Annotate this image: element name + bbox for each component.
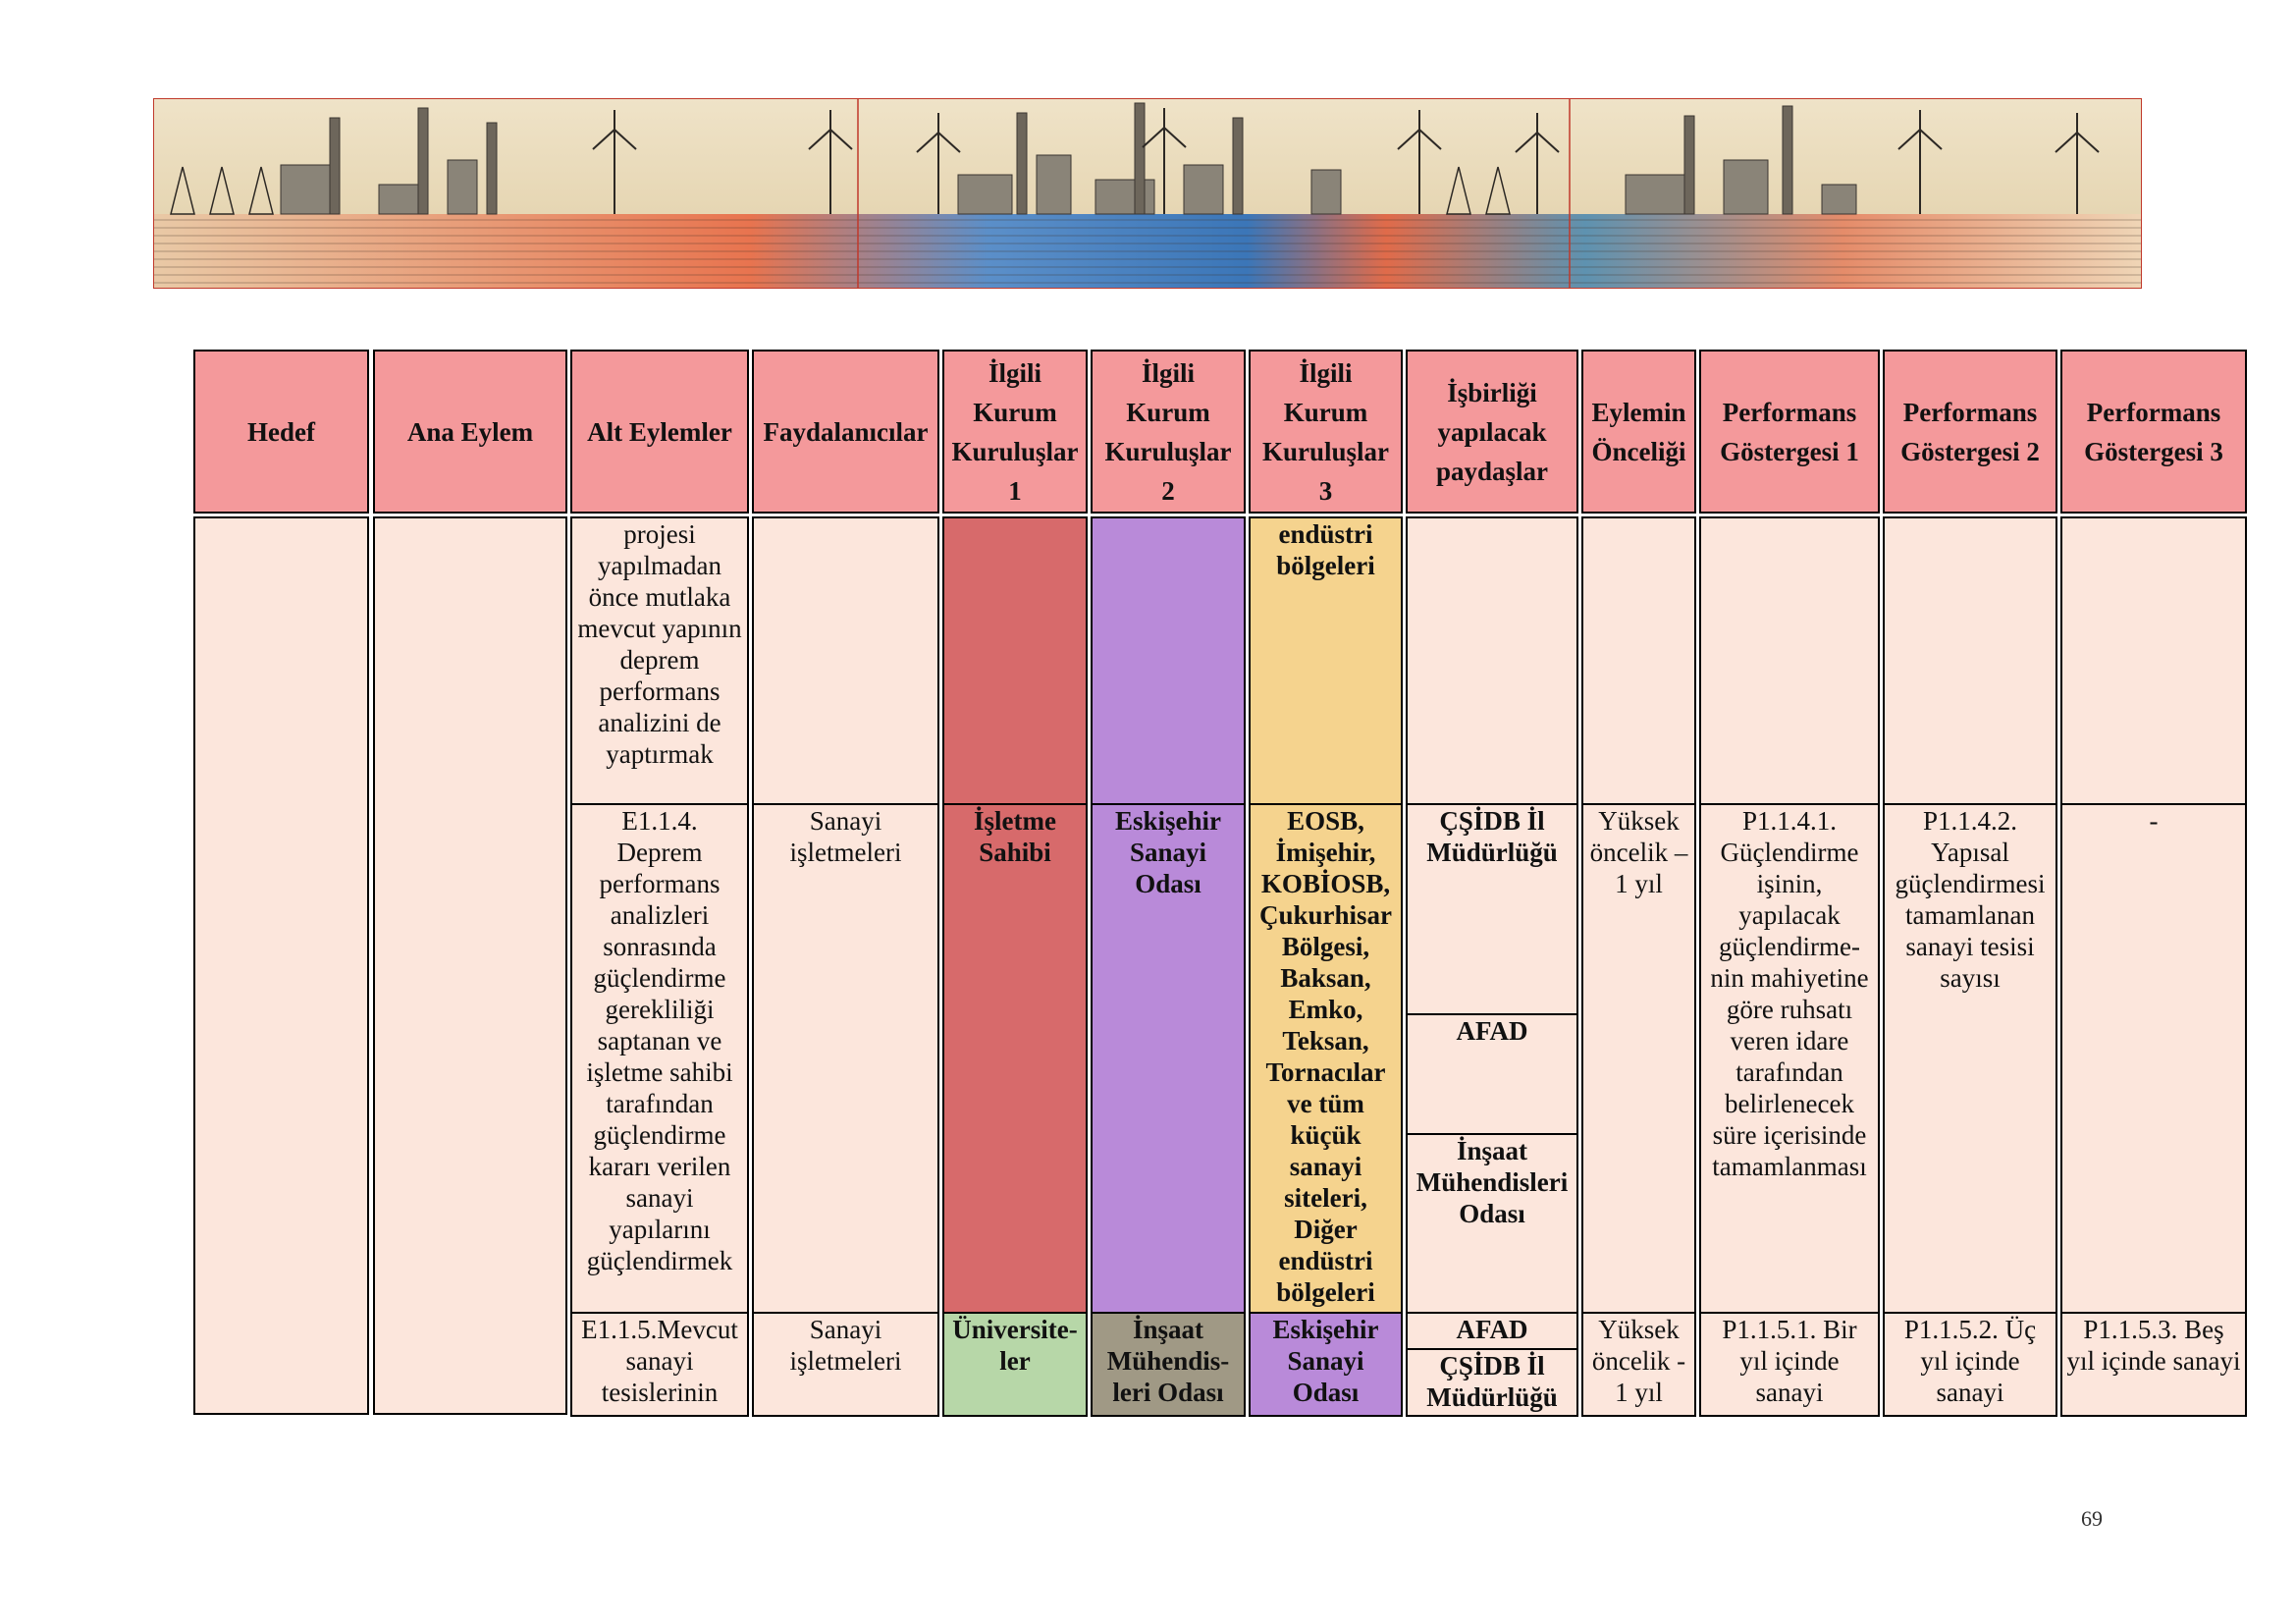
header-isbirligi: İşbirliği yapılacak paydaşlar	[1406, 350, 1578, 514]
row-c-kurum-3: Eskişehir Sanayi Odası	[1249, 1312, 1403, 1417]
row-a-alt-eylem: projesi yapılmadan önce mutlaka mevcut yapının deprem performans analizini de yaptırmak	[570, 516, 749, 805]
row-b-faydalanicilar: Sanayi işletmeleri	[752, 803, 939, 1314]
header-pg3: Performans Göstergesi 3	[2060, 350, 2247, 514]
row-a-pg3	[2060, 516, 2247, 805]
row-c-oncelik: Yüksek öncelik - 1 yıl	[1581, 1312, 1696, 1417]
row-a-oncelik	[1581, 516, 1696, 805]
row-c-kurum-1: Üniversite-ler	[942, 1312, 1088, 1417]
header-alt-eylemler: Alt Eylemler	[570, 350, 749, 514]
header-kurum-3: İlgili Kurum Kuruluşlar 3	[1249, 350, 1403, 514]
row-a-kurum-2	[1091, 516, 1246, 805]
header-hedef: Hedef	[193, 350, 369, 514]
row-c-pg2: P1.1.5.2. Üç yıl içinde sanayi	[1883, 1312, 2057, 1417]
row-c-faydalanicilar: Sanayi işletmeleri	[752, 1312, 939, 1417]
row-a-pg1	[1699, 516, 1880, 805]
header-pg2: Performans Göstergesi 2	[1883, 350, 2057, 514]
header-kurum-1: İlgili Kurum Kuruluşlar 1	[942, 350, 1088, 514]
banner-illustration	[153, 98, 2142, 289]
action-plan-table	[193, 350, 2249, 1417]
row-c-pg3: P1.1.5.3. Beş yıl içinde sanayi	[2060, 1312, 2247, 1417]
row-a-pg2	[1883, 516, 2057, 805]
header-ana-eylem: Ana Eylem	[373, 350, 567, 514]
row-b-isbirligi-csidb: ÇŞİDB İl Müdürlüğü	[1406, 803, 1578, 1015]
row-b-kurum-1: İşletme Sahibi	[942, 803, 1088, 1314]
row-c-isbirligi-csidb: ÇŞİDB İl Müdürlüğü	[1406, 1348, 1578, 1417]
row-b-isbirligi-afad: AFAD	[1406, 1013, 1578, 1135]
row-b-isbirligi-imo: İnşaat Mühendisleri Odası	[1406, 1133, 1578, 1314]
row-a-isbirligi	[1406, 516, 1578, 805]
row-c-isbirligi-afad: AFAD	[1406, 1312, 1578, 1350]
header-oncelik: Eylemin Önceliği	[1581, 350, 1696, 514]
hedef-cell	[193, 516, 369, 1415]
row-b-oncelik: Yüksek öncelik – 1 yıl	[1581, 803, 1696, 1314]
header-kurum-2: İlgili Kurum Kuruluşlar 2	[1091, 350, 1246, 514]
header-faydalanicilar: Faydalanıcılar	[752, 350, 939, 514]
row-b-alt-eylem: E1.1.4. Deprem performans analizleri sonrasında güçlendirme gerekliliği saptanan ve işletme sahibi tarafından güçlendirme kararı verilen sanayi yapılarını güçlendirmek	[570, 803, 749, 1314]
row-c-kurum-2: İnşaat Mühendis-leri Odası	[1091, 1312, 1246, 1417]
row-b-pg3: -	[2060, 803, 2247, 1314]
row-c-alt-eylem: E1.1.5.Mevcut sanayi tesislerinin	[570, 1312, 749, 1417]
page-number: 69	[2081, 1506, 2103, 1531]
row-a-faydalanicilar	[752, 516, 939, 805]
row-b-pg1: P1.1.4.1. Güçlendirme işinin, yapılacak güçlendirme-nin mahiyetine göre ruhsatı veren idare tarafından belirlenecek süre içerisinde tamamlanması	[1699, 803, 1880, 1314]
row-a-kurum-3: endüstri bölgeleri	[1249, 516, 1403, 805]
row-b-pg2: P1.1.4.2. Yapısal güçlendirmesi tamamlanan sanayi tesisi sayısı	[1883, 803, 2057, 1314]
row-b-kurum-3: EOSB, İmişehir, KOBİOSB, Çukurhisar Bölgesi, Baksan, Emko, Teksan, Tornacılar ve tüm küçük sanayi siteleri, Diğer endüstri bölgeleri	[1249, 803, 1403, 1314]
row-c-pg1: P1.1.5.1. Bir yıl içinde sanayi	[1699, 1312, 1880, 1417]
header-pg1: Performans Göstergesi 1	[1699, 350, 1880, 514]
row-b-kurum-2: Eskişehir Sanayi Odası	[1091, 803, 1246, 1314]
ana-eylem-cell	[373, 516, 567, 1415]
row-a-kurum-1	[942, 516, 1088, 805]
